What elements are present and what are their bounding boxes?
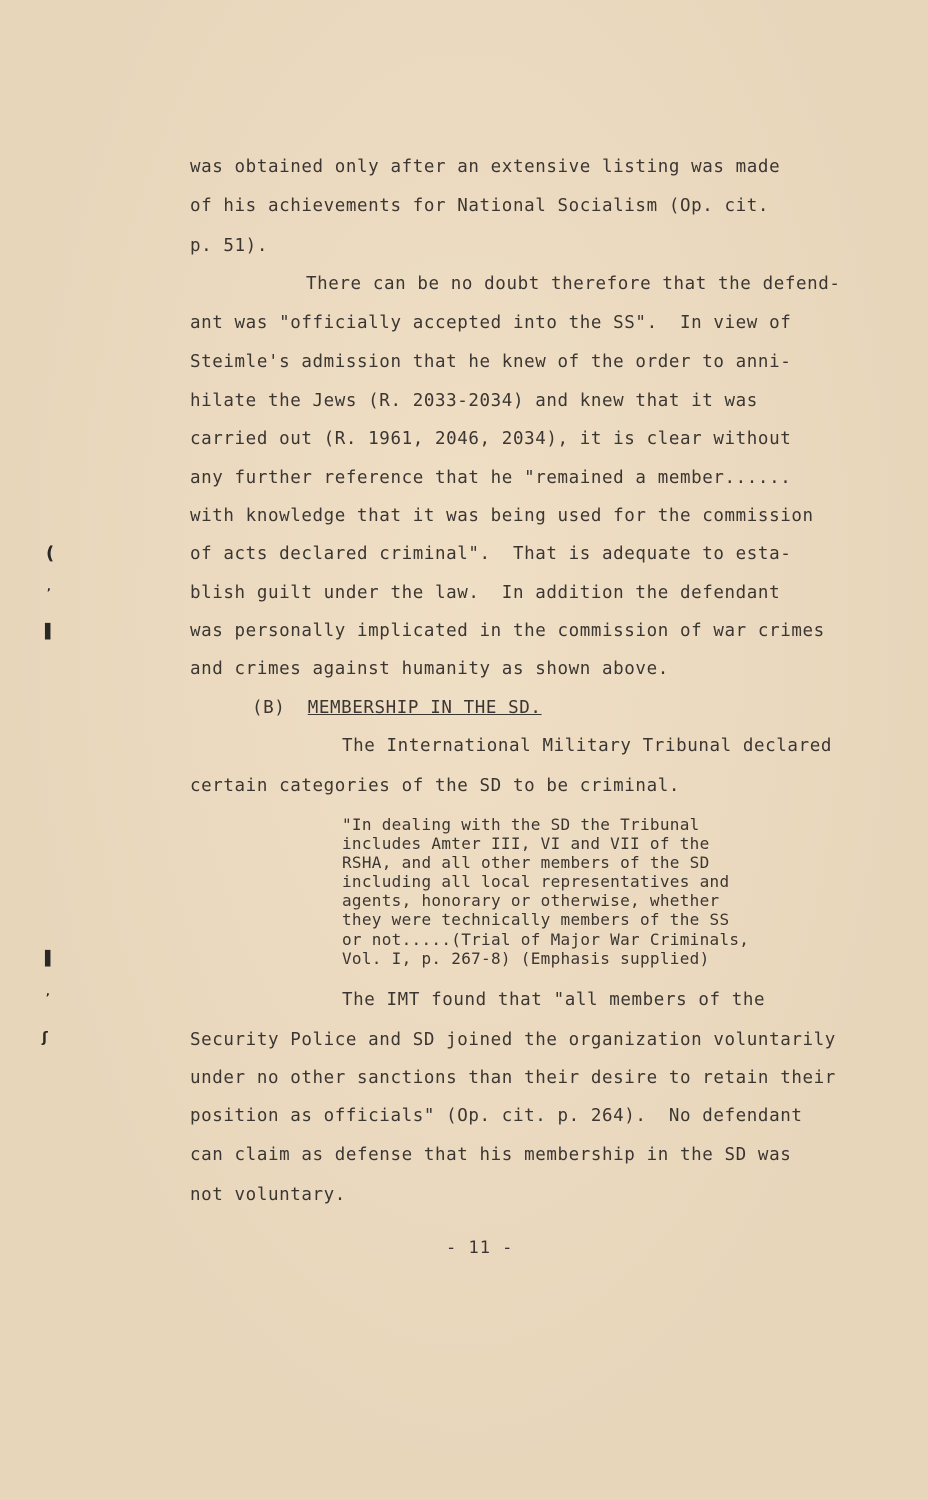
text-line: with knowledge that it was being used for the commission <box>190 506 814 526</box>
text-line: hilate the Jews (R. 2033-2034) and knew that it was <box>190 391 758 411</box>
section-label: (B) <box>252 698 286 718</box>
text-line: p. 51). <box>190 236 268 256</box>
quote-line: or not.....(Trial of Major War Criminals, <box>342 930 750 949</box>
margin-mark: ʃ <box>42 1030 48 1046</box>
margin-mark: ▌ <box>45 624 56 640</box>
text-line: and crimes against humanity as shown above. <box>190 659 669 679</box>
quote-line: "In dealing with the SD the Tribunal <box>342 815 700 834</box>
quote-line: Vol. I, p. 267-8) (Emphasis supplied) <box>342 949 710 968</box>
margin-mark: ( <box>46 543 55 564</box>
text-line: There can be no doubt therefore that the defend- <box>306 274 841 294</box>
text-line: Steimle's admission that he knew of the order to anni- <box>190 352 792 372</box>
text-line: The International Military Tribunal declared <box>342 736 832 756</box>
quote-line: agents, honorary or otherwise, whether <box>342 891 720 910</box>
margin-mark: ▌ <box>45 951 56 967</box>
text-line: certain categories of the SD to be criminal. <box>190 776 680 796</box>
text-line: carried out (R. 1961, 2046, 2034), it is clear without <box>190 429 792 449</box>
text-line: of his achievements for National Socialism (Op. cit. <box>190 196 770 216</box>
text-line: any further reference that he "remained a member...... <box>190 468 792 488</box>
quote-line: including all local representatives and <box>342 872 730 891</box>
text-line: position as officials" (Op. cit. p. 264). No defendant <box>190 1106 803 1126</box>
text-line: was obtained only after an extensive listing was made <box>190 157 781 177</box>
text-line: can claim as defense that his membership in the SD was <box>190 1145 792 1165</box>
text-line: was personally implicated in the commission of war crimes <box>190 621 825 641</box>
quote-line: RSHA, and all other members of the SD <box>342 853 710 872</box>
section-title: MEMBERSHIP IN THE SD. <box>307 698 542 718</box>
text-line: The IMT found that "all members of the <box>342 990 766 1010</box>
quote-line: they were technically members of the SS <box>342 910 730 929</box>
text-line: blish guilt under the law. In addition the defendant <box>190 583 781 603</box>
page-number: - 11 - <box>446 1238 514 1258</box>
quote-line: includes Amter III, VI and VII of the <box>342 834 710 853</box>
text-line: Security Police and SD joined the organization voluntarily <box>190 1030 836 1050</box>
margin-mark: , <box>46 987 50 998</box>
margin-mark: , <box>47 582 51 593</box>
text-line: not voluntary. <box>190 1185 346 1205</box>
section-heading <box>252 698 542 718</box>
text-line: ant was "officially accepted into the SS". In view of <box>190 313 792 333</box>
text-line: of acts declared criminal". That is adequate to esta- <box>190 544 792 564</box>
text-line: under no other sanctions than their desire to retain their <box>190 1068 836 1088</box>
